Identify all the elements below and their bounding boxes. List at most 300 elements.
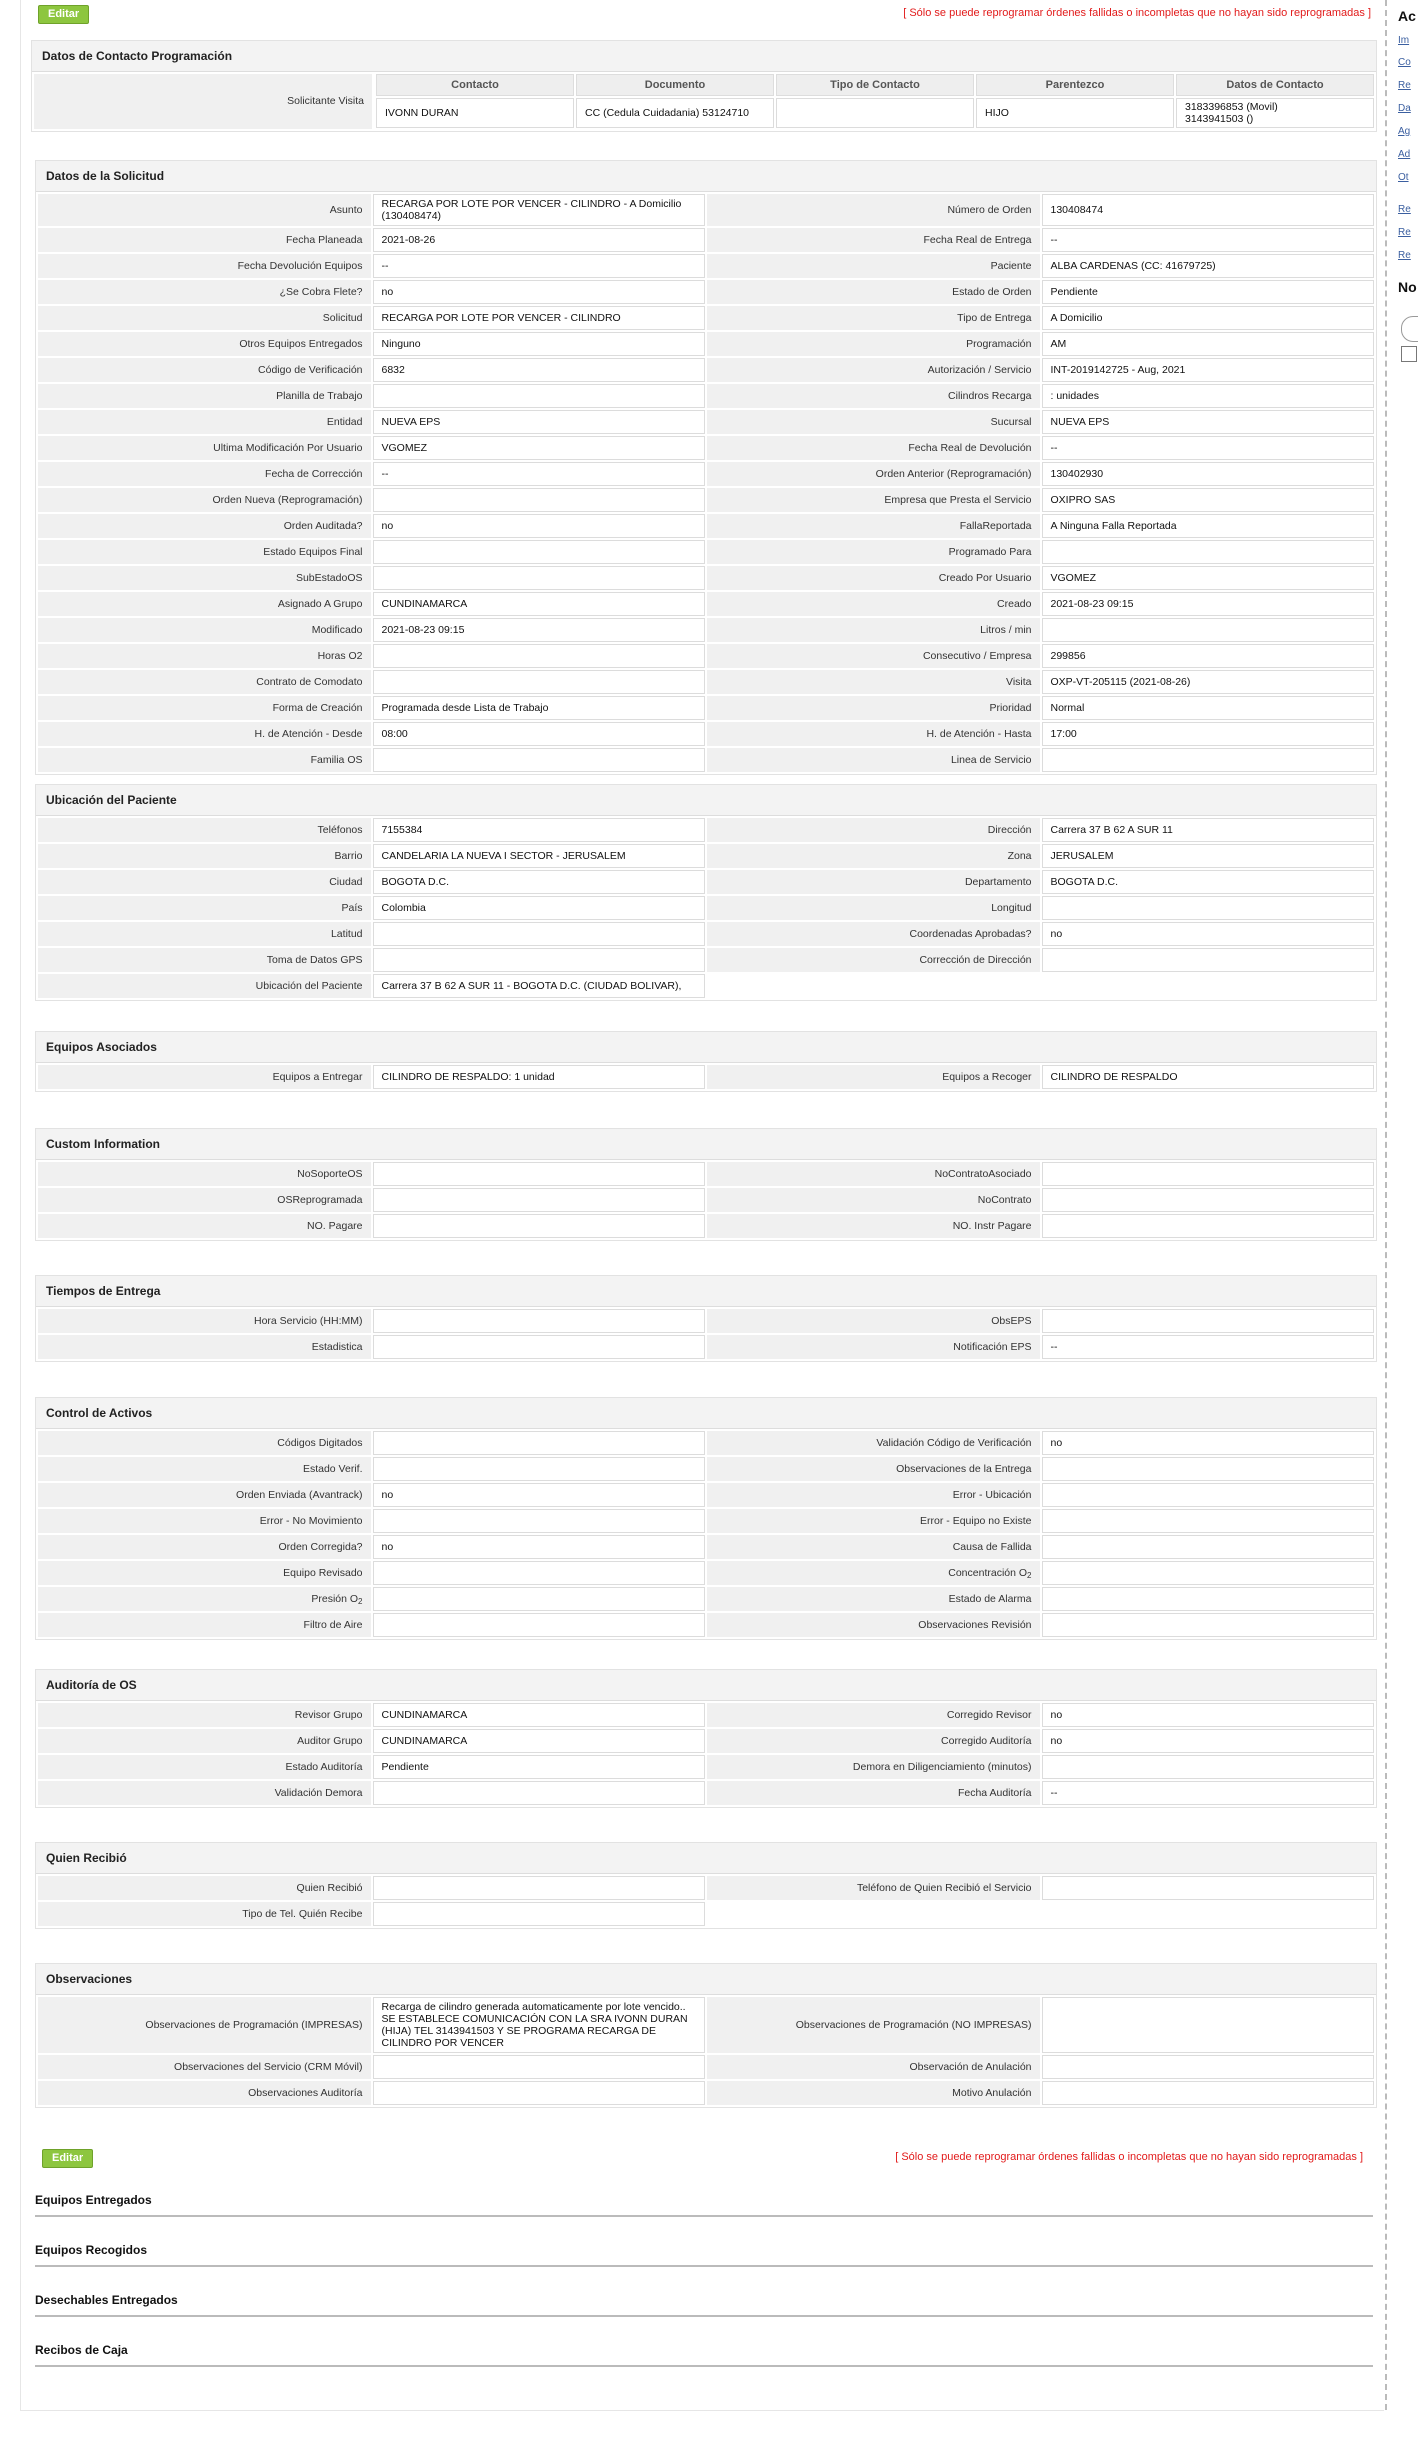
solicitud-value: [1042, 748, 1375, 772]
custom-panel: [35, 1128, 1377, 1241]
solicitud-row: [38, 618, 1374, 642]
ubicacion-row: [38, 948, 1374, 972]
solicitud-value: 6832: [373, 358, 706, 382]
observaciones-label: Observaciones de Programación (IMPRESAS): [38, 1997, 371, 2053]
ubicacion-value: [1042, 948, 1375, 972]
observaciones-panel: [35, 1963, 1377, 2108]
auditoria-row: [38, 1755, 1374, 1779]
observaciones-row: [38, 2055, 1374, 2079]
solicitud-value: VGOMEZ: [1042, 566, 1375, 590]
equipos-panel: [35, 1031, 1377, 1092]
solicitud-row: [38, 540, 1374, 564]
subscript-2: 2: [358, 1596, 363, 1606]
observaciones-value: [1042, 2081, 1375, 2105]
custom-value: [1042, 1162, 1375, 1186]
solicitud-label: Linea de Servicio: [707, 748, 1040, 772]
solicitud-label: Fecha Planeada: [38, 228, 371, 252]
control-title: Control de Activos: [36, 1398, 1376, 1429]
solicitud-label: Otros Equipos Entregados: [38, 332, 371, 356]
solicitud-row: [38, 462, 1374, 486]
tiempos-label: Estadistica: [38, 1335, 371, 1359]
custom-value: [1042, 1188, 1375, 1212]
solicitud-value: ALBA CARDENAS (CC: 41679725): [1042, 254, 1375, 278]
control-label: Error - No Movimiento: [38, 1509, 371, 1533]
sidebar-link-9[interactable]: Re: [1398, 227, 1411, 238]
sidebar-link-3[interactable]: Re: [1398, 80, 1411, 91]
solicitud-label: Paciente: [707, 254, 1040, 278]
ubicacion-value: no: [1042, 922, 1375, 946]
solicitud-row: [38, 280, 1374, 304]
ubicacion-label: Dirección: [707, 818, 1040, 842]
solicitud-label: Prioridad: [707, 696, 1040, 720]
solicitud-label: Cilindros Recarga: [707, 384, 1040, 408]
equipos-label: Equipos a Entregar: [38, 1065, 371, 1089]
control-table: [36, 1429, 1376, 1639]
recibio-value: [1042, 1876, 1375, 1900]
solicitud-row: [38, 436, 1374, 460]
solicitud-label: H. de Atención - Hasta: [707, 722, 1040, 746]
contact-panel-title: Datos de Contacto Programación: [32, 41, 1376, 72]
auditoria-value: --: [1042, 1781, 1375, 1805]
control-value: no: [1042, 1431, 1375, 1455]
custom-label: NO. Instr Pagare: [707, 1214, 1040, 1238]
ubicacion-value: CANDELARIA LA NUEVA I SECTOR - JERUSALEM: [373, 844, 706, 868]
subscript-2: 2: [1027, 1570, 1032, 1580]
control-value: [373, 1509, 706, 1533]
auditoria-value: no: [1042, 1703, 1375, 1727]
solicitud-label: SubEstadoOS: [38, 566, 371, 590]
auditoria-label: Estado Auditoría: [38, 1755, 371, 1779]
solicitud-value: 299856: [1042, 644, 1375, 668]
solicitud-value: NUEVA EPS: [373, 410, 706, 434]
sidebar-link-5[interactable]: Ag: [1398, 126, 1411, 137]
solicitud-value: Pendiente: [1042, 280, 1375, 304]
control-value: [1042, 1457, 1375, 1481]
solicitud-label: Tipo de Entrega: [707, 306, 1040, 330]
control-label: Concentración $O_2$: [707, 1561, 1040, 1585]
solicitud-value: [373, 670, 706, 694]
control-value: [373, 1431, 706, 1455]
solicitud-label: FallaReportada: [707, 514, 1040, 538]
control-label: Estado Verif.: [38, 1457, 371, 1481]
contact-row-label: Solicitante Visita: [34, 74, 372, 129]
auditoria-value: Pendiente: [373, 1755, 706, 1779]
control-row: [38, 1483, 1374, 1507]
observaciones-value: [1042, 2055, 1375, 2079]
solicitud-label: Contrato de Comodato: [38, 670, 371, 694]
solicitud-value: no: [373, 280, 706, 304]
tiempos-label: Hora Servicio (HH:MM): [38, 1309, 371, 1333]
auditoria-label: Demora en Diligenciamiento (minutos): [707, 1755, 1040, 1779]
equipos-row: [38, 1065, 1374, 1089]
solicitud-value: INT-2019142725 - Aug, 2021: [1042, 358, 1375, 382]
ubicacion-label: Ubicación del Paciente: [38, 974, 371, 998]
control-label: Observaciones Revisión: [707, 1613, 1040, 1637]
tiempos-title: Tiempos de Entrega: [36, 1276, 1376, 1307]
right-sidebar: [1398, 0, 1418, 2452]
custom-row: [38, 1188, 1374, 1212]
solicitud-label: Entidad: [38, 410, 371, 434]
ubicacion-row: [38, 844, 1374, 868]
solicitud-value: [373, 540, 706, 564]
solicitud-value: OXP-VT-205115 (2021-08-26): [1042, 670, 1375, 694]
solicitud-label: Horas O2: [38, 644, 371, 668]
panel-divider: [1385, 0, 1387, 2410]
control-value: [1042, 1613, 1375, 1637]
ubicacion-value: Carrera 37 B 62 A SUR 11: [1042, 818, 1375, 842]
custom-row: [38, 1162, 1374, 1186]
solicitud-value: [373, 384, 706, 408]
custom-label: NO. Pagare: [38, 1214, 371, 1238]
custom-value: [1042, 1214, 1375, 1238]
sidebar-link-2[interactable]: Co: [1398, 57, 1411, 68]
solicitud-label: Estado Equipos Final: [38, 540, 371, 564]
solicitud-row: [38, 358, 1374, 382]
custom-label: OSReprogramada: [38, 1188, 371, 1212]
control-label: Estado de Alarma: [707, 1587, 1040, 1611]
control-value: no: [373, 1483, 706, 1507]
solicitud-row: [38, 566, 1374, 590]
ubicacion-value: [1042, 896, 1375, 920]
observaciones-value: [373, 2055, 706, 2079]
tiempos-value: [1042, 1309, 1375, 1333]
solicitud-label: ¿Se Cobra Flete?: [38, 280, 371, 304]
custom-label: NoContratoAsociado: [707, 1162, 1040, 1186]
recibio-value: [373, 1902, 706, 1926]
custom-table: [36, 1160, 1376, 1240]
recibio-table: [36, 1874, 1376, 1928]
tiempos-row: [38, 1309, 1374, 1333]
contact-name: IVONN DURAN: [376, 98, 574, 128]
control-label: Validación Código de Verificación: [707, 1431, 1040, 1455]
section-equipos-entregados: Equipos Entregados: [35, 2193, 1373, 2217]
contact-table: [374, 72, 1376, 130]
control-value: [373, 1561, 706, 1585]
auditoria-value: CUNDINAMARCA: [373, 1703, 706, 1727]
control-row: [38, 1509, 1374, 1533]
control-label: Códigos Digitados: [38, 1431, 371, 1455]
solicitud-value: CUNDINAMARCA: [373, 592, 706, 616]
solicitud-value: 2021-08-26: [373, 228, 706, 252]
control-row: [38, 1587, 1374, 1611]
solicitud-row: [38, 384, 1374, 408]
control-value: [373, 1587, 706, 1611]
solicitud-row: [38, 748, 1374, 772]
solicitud-label: Familia OS: [38, 748, 371, 772]
frame-bottom: [20, 2410, 1384, 2411]
solicitud-row: [38, 306, 1374, 330]
ubicacion-label: Zona: [707, 844, 1040, 868]
solicitud-value: 2021-08-23 09:15: [373, 618, 706, 642]
equipos-table: [36, 1063, 1376, 1091]
solicitud-value: 17:00: [1042, 722, 1375, 746]
solicitud-row: [38, 194, 1374, 226]
solicitud-label: Programado Para: [707, 540, 1040, 564]
empty-cell: [707, 1902, 1040, 1926]
sidebar-link-4[interactable]: Da: [1398, 103, 1411, 114]
solicitud-table: [36, 192, 1376, 774]
auditoria-row: [38, 1729, 1374, 1753]
contact-phone1: 3183396853 (Movil): [1185, 101, 1278, 113]
control-label: Error - Ubicación: [707, 1483, 1040, 1507]
solicitud-label: Fecha Real de Devolución: [707, 436, 1040, 460]
observaciones-label: Observaciones del Servicio (CRM Móvil): [38, 2055, 371, 2079]
control-value: [1042, 1483, 1375, 1507]
control-row: [38, 1457, 1374, 1481]
control-label: Filtro de Aire: [38, 1613, 371, 1637]
recibio-label: Tipo de Tel. Quién Recibe: [38, 1902, 371, 1926]
tiempos-label: ObsEPS: [707, 1309, 1040, 1333]
solicitud-value: RECARGA POR LOTE POR VENCER - CILINDRO: [373, 306, 706, 330]
sidebar-checkbox[interactable]: [1401, 346, 1417, 362]
auditoria-label: Fecha Auditoría: [707, 1781, 1040, 1805]
observaciones-value: [373, 2081, 706, 2105]
ubicacion-value: 7155384: [373, 818, 706, 842]
solicitud-label: Solicitud: [38, 306, 371, 330]
solicitud-value: 130408474: [1042, 194, 1375, 226]
solicitud-value: 130402930: [1042, 462, 1375, 486]
control-label: Orden Corregida?: [38, 1535, 371, 1559]
observaciones-label: Observación de Anulación: [707, 2055, 1040, 2079]
solicitud-row: [38, 644, 1374, 668]
sidebar-link-7[interactable]: Ot: [1398, 172, 1409, 183]
ubicacion-label: Departamento: [707, 870, 1040, 894]
ubicacion-value: BOGOTA D.C.: [1042, 870, 1375, 894]
edit-button-bottom[interactable]: Editar: [42, 2149, 93, 2168]
control-value: [373, 1613, 706, 1637]
tiempos-value: [373, 1335, 706, 1359]
ubicacion-label: Teléfonos: [38, 818, 371, 842]
observaciones-value: [1042, 1997, 1375, 2053]
solicitud-title: Datos de la Solicitud: [36, 161, 1376, 192]
solicitud-label: Fecha Devolución Equipos: [38, 254, 371, 278]
custom-row: [38, 1214, 1374, 1238]
sidebar-search-input[interactable]: [1401, 316, 1418, 342]
ubicacion-label: Latitud: [38, 922, 371, 946]
ubicacion-table: [36, 816, 1376, 1000]
ubicacion-row: [38, 974, 1374, 998]
control-value: [1042, 1587, 1375, 1611]
observaciones-table: [36, 1995, 1376, 2107]
contact-relation: HIJO: [976, 98, 1174, 128]
equipos-title: Equipos Asociados: [36, 1032, 1376, 1063]
solicitud-value: --: [1042, 436, 1375, 460]
auditoria-label: Validación Demora: [38, 1781, 371, 1805]
solicitud-row: [38, 696, 1374, 720]
control-panel: [35, 1397, 1377, 1640]
control-value: [1042, 1561, 1375, 1585]
contact-data: [1176, 98, 1374, 128]
auditoria-table: [36, 1701, 1376, 1807]
auditoria-row: [38, 1703, 1374, 1727]
control-row: [38, 1613, 1374, 1637]
solicitud-label: Empresa que Presta el Servicio: [707, 488, 1040, 512]
sidebar-link-1[interactable]: Im: [1398, 35, 1410, 46]
solicitud-value: [373, 644, 706, 668]
solicitud-label: Sucursal: [707, 410, 1040, 434]
observaciones-label: Observaciones Auditoría: [38, 2081, 371, 2105]
ubicacion-value: Carrera 37 B 62 A SUR 11 - BOGOTA D.C. (CIUDAD BOLIVAR),: [373, 974, 706, 998]
solicitud-label: H. de Atención - Desde: [38, 722, 371, 746]
auditoria-label: Corregido Auditoría: [707, 1729, 1040, 1753]
solicitud-label: Modificado: [38, 618, 371, 642]
ubicacion-label: Ciudad: [38, 870, 371, 894]
equipos-value: CILINDRO DE RESPALDO: [1042, 1065, 1375, 1089]
control-row: [38, 1535, 1374, 1559]
custom-title: Custom Information: [36, 1129, 1376, 1160]
tiempos-value: [373, 1309, 706, 1333]
auditoria-row: [38, 1781, 1374, 1805]
section-recibos-de-caja: Recibos de Caja: [35, 2343, 1373, 2367]
solicitud-value: no: [373, 514, 706, 538]
ubicacion-label: País: [38, 896, 371, 920]
reprogram-warning: [ Sólo se puede reprogramar órdenes fallidas o incompletas que no hayan sido reprogramadas ]: [903, 7, 1371, 19]
ubicacion-value: [373, 922, 706, 946]
solicitud-row: [38, 722, 1374, 746]
recibio-title: Quien Recibió: [36, 1843, 1376, 1874]
solicitud-label: Orden Nueva (Reprogramación): [38, 488, 371, 512]
observaciones-label: Observaciones de Programación (NO IMPRESAS): [707, 1997, 1040, 2053]
control-label: Presión $O_2$: [38, 1587, 371, 1611]
solicitud-row: [38, 488, 1374, 512]
recibio-row: [38, 1902, 1374, 1926]
reprogram-warning-bottom: [ Sólo se puede reprogramar órdenes fallidas o incompletas que no hayan sido reprogramadas ]: [895, 2151, 1363, 2163]
sidebar-link-8[interactable]: Re: [1398, 204, 1411, 215]
control-value: no: [373, 1535, 706, 1559]
contact-document: CC (Cedula Cuidadania) 53124710: [576, 98, 774, 128]
tiempos-value: --: [1042, 1335, 1375, 1359]
col-header-documento: Documento: [576, 74, 774, 96]
solicitud-label: Creado: [707, 592, 1040, 616]
solicitud-label: Planilla de Trabajo: [38, 384, 371, 408]
equipos-value: CILINDRO DE RESPALDO: 1 unidad: [373, 1065, 706, 1089]
ubicacion-label: Barrio: [38, 844, 371, 868]
solicitud-value: 08:00: [373, 722, 706, 746]
solicitud-value: A Ninguna Falla Reportada: [1042, 514, 1375, 538]
control-label: Orden Enviada (Avantrack): [38, 1483, 371, 1507]
solicitud-value: [1042, 618, 1375, 642]
custom-value: [373, 1214, 706, 1238]
col-header-contacto: Contacto: [376, 74, 574, 96]
col-header-tipo: Tipo de Contacto: [776, 74, 974, 96]
solicitud-value: AM: [1042, 332, 1375, 356]
solicitud-value: RECARGA POR LOTE POR VENCER - CILINDRO - A Domicilio (130408474): [373, 194, 706, 226]
recibio-row: [38, 1876, 1374, 1900]
auditoria-title: Auditoría de OS: [36, 1670, 1376, 1701]
solicitud-label: Orden Auditada?: [38, 514, 371, 538]
control-label: Observaciones de la Entrega: [707, 1457, 1040, 1481]
tiempos-panel: [35, 1275, 1377, 1362]
custom-label: NoSoporteOS: [38, 1162, 371, 1186]
solicitud-value: [373, 748, 706, 772]
observaciones-label: Motivo Anulación: [707, 2081, 1040, 2105]
col-header-datos: Datos de Contacto: [1176, 74, 1374, 96]
auditoria-label: Corregido Revisor: [707, 1703, 1040, 1727]
solicitud-label: Número de Orden: [707, 194, 1040, 226]
solicitud-value: A Domicilio: [1042, 306, 1375, 330]
solicitud-value: Programada desde Lista de Trabajo: [373, 696, 706, 720]
auditoria-label: Auditor Grupo: [38, 1729, 371, 1753]
ubicacion-label: Toma de Datos GPS: [38, 948, 371, 972]
solicitud-label: Creado Por Usuario: [707, 566, 1040, 590]
contact-type: [776, 98, 974, 128]
solicitud-value: [1042, 540, 1375, 564]
empty-cell: [707, 974, 1040, 998]
solicitud-row: [38, 410, 1374, 434]
solicitud-value: NUEVA EPS: [1042, 410, 1375, 434]
solicitud-label: Código de Verificación: [38, 358, 371, 382]
solicitud-label: Autorización / Servicio: [707, 358, 1040, 382]
ubicacion-row: [38, 818, 1374, 842]
auditoria-panel: [35, 1669, 1377, 1808]
contact-panel: [31, 40, 1377, 132]
ubicacion-label: Corrección de Dirección: [707, 948, 1040, 972]
control-value: [1042, 1535, 1375, 1559]
tiempos-table: [36, 1307, 1376, 1361]
solicitud-value: : unidades: [1042, 384, 1375, 408]
auditoria-label: Revisor Grupo: [38, 1703, 371, 1727]
edit-button[interactable]: Editar: [38, 5, 89, 24]
solicitud-value: Normal: [1042, 696, 1375, 720]
tiempos-row: [38, 1335, 1374, 1359]
control-row: [38, 1561, 1374, 1585]
solicitud-label: Orden Anterior (Reprogramación): [707, 462, 1040, 486]
solicitud-row: [38, 514, 1374, 538]
section-equipos-recogidos: Equipos Recogidos: [35, 2243, 1373, 2267]
control-label: Error - Equipo no Existe: [707, 1509, 1040, 1533]
solicitud-label: Consecutivo / Empresa: [707, 644, 1040, 668]
ubicacion-value: BOGOTA D.C.: [373, 870, 706, 894]
control-row: [38, 1431, 1374, 1455]
ubicacion-row: [38, 896, 1374, 920]
recibio-label: Teléfono de Quien Recibió el Servicio: [707, 1876, 1040, 1900]
tiempos-label: Notificación EPS: [707, 1335, 1040, 1359]
empty-cell: [1042, 1902, 1375, 1926]
empty-cell: [1042, 974, 1375, 998]
solicitud-value: 2021-08-23 09:15: [1042, 592, 1375, 616]
custom-value: [373, 1188, 706, 1212]
solicitud-row: [38, 592, 1374, 616]
sidebar-heading-2: No: [1398, 279, 1417, 295]
solicitud-value: VGOMEZ: [373, 436, 706, 460]
control-value: [1042, 1509, 1375, 1533]
ubicacion-value: [373, 948, 706, 972]
sidebar-link-6[interactable]: Ad: [1398, 149, 1411, 160]
recibio-value: [373, 1876, 706, 1900]
solicitud-label: Ultima Modificación Por Usuario: [38, 436, 371, 460]
ubicacion-value: JERUSALEM: [1042, 844, 1375, 868]
solicitud-value: --: [373, 254, 706, 278]
recibio-panel: [35, 1842, 1377, 1929]
auditoria-value: [1042, 1755, 1375, 1779]
solicitud-value: --: [373, 462, 706, 486]
contact-phone2: 3143941503 (): [1185, 113, 1254, 125]
solicitud-row: [38, 254, 1374, 278]
custom-value: [373, 1162, 706, 1186]
ubicacion-row: [38, 922, 1374, 946]
solicitud-value: --: [1042, 228, 1375, 252]
section-desechables-entregados: Desechables Entregados: [35, 2293, 1373, 2317]
sidebar-link-10[interactable]: Re: [1398, 250, 1411, 261]
observaciones-value: Recarga de cilindro generada automaticamente por lote vencido.. SE ESTABLECE COMUNICACIÓN CON LA SRA IVONN DURAN (HIJA) TEL 3143941503 Y SE PROGRAMA RECARGA DE CILINDRO POR VENCER: [373, 1997, 706, 2053]
solicitud-label: Estado de Orden: [707, 280, 1040, 304]
solicitud-label: Programación: [707, 332, 1040, 356]
solicitud-label: Forma de Creación: [38, 696, 371, 720]
ubicacion-value: Colombia: [373, 896, 706, 920]
solicitud-label: Visita: [707, 670, 1040, 694]
observaciones-title: Observaciones: [36, 1964, 1376, 1995]
sidebar-heading: Ac: [1398, 8, 1416, 24]
